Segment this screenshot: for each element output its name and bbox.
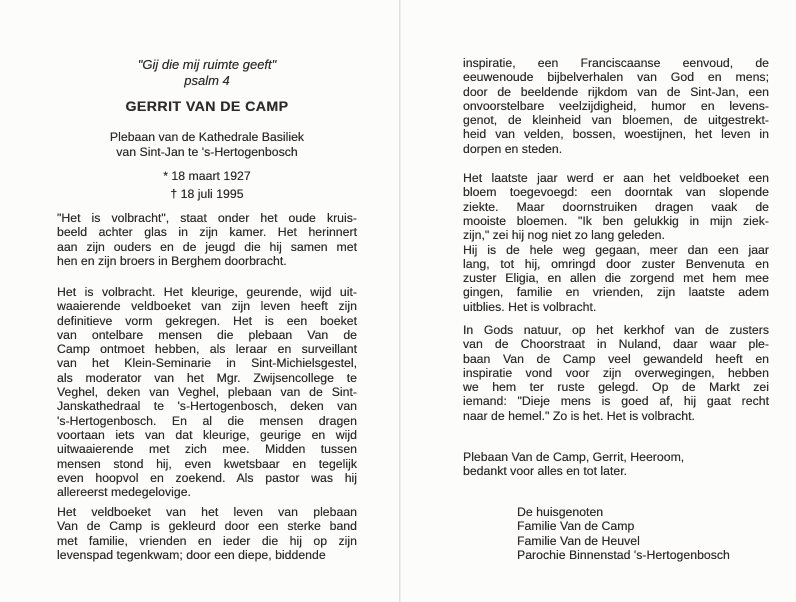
- right-paragraph-3: [463, 243, 769, 314]
- page-fold-divider: [399, 0, 401, 602]
- text-line: als moderator van het Mgr. Zwijsencollege te: [57, 370, 357, 385]
- closing-farewell: [463, 450, 769, 479]
- text-line: voortaan iets van dat kleurige, geurige en wijd: [57, 427, 357, 442]
- text-line: Van de Camp is gekleurd door een sterke band: [57, 519, 357, 534]
- text-line: Veghel, deken van Veghel, plebaan van de Sint-: [57, 385, 357, 400]
- text-line: even hoopvol en zoekend. Als pastor was hij: [57, 470, 357, 485]
- left-page: [57, 0, 357, 602]
- text-line: van ontelbare mensen die plebaan Van de: [57, 327, 357, 342]
- text-line: mooiste bloemen. "Ik ben gelukkig in mijn ziek-: [463, 213, 769, 228]
- text-line: we hem ter ruste gelegd. Op de Markt zei: [463, 380, 769, 395]
- text-line: De huisgenoten: [517, 505, 604, 519]
- signatures: [517, 505, 769, 562]
- text-line: lang, tot hij, omringd door zuster Benvenuta en: [463, 256, 769, 271]
- text-line: bloem toegevoegd: een doorntak van slopende: [463, 185, 769, 200]
- text-line: baan Van de Camp veel gewandeld heeft en: [463, 351, 769, 366]
- text-line: beeld achter glas in zijn kamer. Het herinnert: [57, 225, 357, 240]
- text-line: "Gij die mij ruimte geeft": [137, 57, 277, 72]
- text-line: bedankt voor alles en tot later.: [463, 464, 628, 479]
- text-line: inspiratie, een Franciscaanse eenvoud, de: [463, 56, 769, 70]
- text-line: † 18 juli 1995: [170, 186, 244, 201]
- text-line: uitwaaierende met zich mee. Midden tussen: [57, 442, 357, 457]
- text-line: "Het is volbracht", staat onder het oude kruis-: [57, 211, 357, 225]
- text-line: iemand: "Dieje mens is goed af, hij gaat recht: [463, 394, 769, 409]
- text-line: onvoorstelbare veelzijdigheid, humor en levens-: [463, 98, 769, 113]
- text-line: mensen stond hij, even kwetsbaar en tegelijk: [57, 456, 357, 471]
- text-line: Het laatste jaar werd er aan het veldboeket een: [463, 171, 769, 185]
- text-line: ziekte. Maar doornstruiken dragen vaak de: [463, 199, 769, 214]
- deceased-title: [57, 130, 357, 159]
- text-line: Parochie Binnenstad 's-Hertogenbosch: [517, 547, 730, 562]
- left-paragraph-1: [57, 211, 357, 268]
- left-paragraph-2: [57, 285, 357, 499]
- text-line: heid van velden, bossen, woestijnen, het leven in: [463, 127, 769, 142]
- right-paragraph-4: [463, 323, 769, 423]
- text-line: Camp ontmoet hebben, als leraar en surveillant: [57, 342, 357, 357]
- text-line: uitblies. Het is volbracht.: [463, 299, 597, 314]
- text-line: allereerst medegelovige.: [57, 485, 191, 500]
- deceased-name: GERRIT VAN DE CAMP: [125, 99, 289, 115]
- text-line: Janskathedraal te 's-Hertogenbosch, deken van: [57, 399, 357, 414]
- birth-death-dates: [57, 168, 357, 203]
- text-line: gingen, familie en vrienden, zijn laatste adem: [463, 285, 769, 300]
- left-paragraph-3: [57, 505, 357, 562]
- text-line: zuster Eligia, en allen die zorgend met hem mee: [463, 271, 769, 286]
- text-line: waaierende veldboeket van zijn leven heeft zijn: [57, 299, 357, 314]
- text-line: psalm 4: [184, 72, 230, 88]
- text-line: levenspad tegenkwam; door een diepe, biddende: [57, 547, 326, 562]
- text-line: door de beeldende rijkdom van de Sint-Jan, een: [463, 84, 769, 99]
- right-paragraph-2: [463, 171, 769, 242]
- text-line: definitieve vorm gekregen. Het is een boeket: [57, 313, 357, 328]
- text-line: Hij is de hele weg gegaan, meer dan een jaar: [463, 242, 769, 257]
- text-line: Plebaan Van de Camp, Gerrit, Heeroom,: [463, 450, 685, 464]
- text-line: aan zijn ouders en de jeugd die hij samen met: [57, 239, 357, 254]
- right-paragraph-1: [463, 56, 769, 156]
- right-page: [463, 0, 769, 602]
- text-line: hen en zijn broers in Berghem doorbracht.: [57, 253, 287, 268]
- text-line: Familie Van de Heuvel: [517, 533, 640, 548]
- text-line: In Gods natuur, op het kerkhof van de zusters: [463, 323, 769, 337]
- text-line: van Sint-Jan te 's-Hertogenbosch: [116, 144, 298, 159]
- psalm-quote: [57, 57, 357, 88]
- text-line: dorpen en steden.: [463, 141, 563, 156]
- text-line: eeuwenoude bijbelverhalen van God en mens;: [463, 70, 769, 85]
- text-line: Familie Van de Camp: [517, 519, 635, 534]
- text-line: van de Choorstraat in Nuland, daar waar ple-: [463, 337, 769, 352]
- text-line: Het veldboeket van het leven van plebaan: [57, 505, 357, 519]
- text-line: 's-Hertogenbosch. En al die mensen dragen: [57, 413, 357, 428]
- text-line: genot, de kleinheid van bloemen, de uitgestrekt-: [463, 113, 769, 128]
- text-line: naar de hemel." Zo is het. Het is volbracht.: [463, 408, 695, 423]
- text-line: van het Klein-Seminarie in Sint-Michielsgestel,: [57, 356, 357, 371]
- text-line: zijn," zei hij nog niet zo lang geleden.: [463, 228, 665, 243]
- text-line: Plebaan van de Kathedrale Basiliek: [109, 130, 305, 144]
- text-line: met familie, vrienden en ieder die hij op zijn: [57, 533, 357, 548]
- text-line: * 18 maart 1927: [163, 169, 251, 183]
- text-line: Het is volbracht. Het kleurige, geurende, wijd uit-: [57, 285, 357, 299]
- text-line: inspiratie vond voor zijn overwegingen, hebben: [463, 365, 769, 380]
